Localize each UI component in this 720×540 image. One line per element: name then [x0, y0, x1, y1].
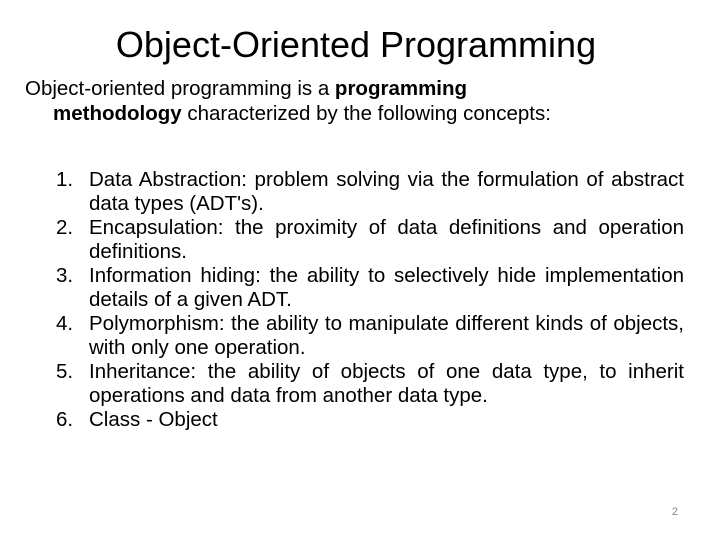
slide-title: Object-Oriented Programming: [115, 24, 597, 65]
concept-text: Inheritance: the ability of objects of one data type, to inherit operations and data from another data type.: [89, 360, 684, 407]
concept-item: [56, 360, 684, 408]
intro-line-1: [25, 76, 697, 101]
concept-item: [56, 312, 684, 360]
concept-number: 4.: [56, 312, 74, 335]
concept-text: Polymorphism: the ability to manipulate different kinds of objects, with only one operation.: [89, 312, 684, 359]
concept-number: 2.: [56, 216, 74, 239]
intro-bold-methodology: methodology: [53, 102, 182, 125]
concept-text: Encapsulation: the proximity of data definitions and operation definitions.: [89, 216, 684, 263]
concept-item: [56, 216, 684, 264]
concept-number: 1.: [56, 168, 74, 191]
intro-text-start: Object-oriented programming is a: [25, 77, 335, 100]
page-number: 2: [671, 506, 678, 518]
concept-list: [56, 168, 684, 432]
concept-text: Information hiding: the ability to selectively hide implementation details of a given ADT.: [89, 264, 684, 311]
intro-text-end: characterized by the following concepts:: [181, 102, 551, 125]
concept-text: Class - Object: [89, 408, 218, 431]
intro-bold-programming: programming: [334, 77, 468, 100]
concept-item: [56, 408, 684, 432]
concept-text: Data Abstraction: problem solving via the formulation of abstract data types (ADT's).: [89, 168, 684, 215]
concept-item: [56, 168, 684, 216]
concept-number: 5.: [56, 360, 74, 383]
concept-item: [56, 264, 684, 312]
concept-number: 6.: [56, 408, 74, 431]
intro-paragraph: [25, 76, 697, 126]
concept-number: 3.: [56, 264, 74, 287]
intro-line-2: [25, 101, 697, 126]
